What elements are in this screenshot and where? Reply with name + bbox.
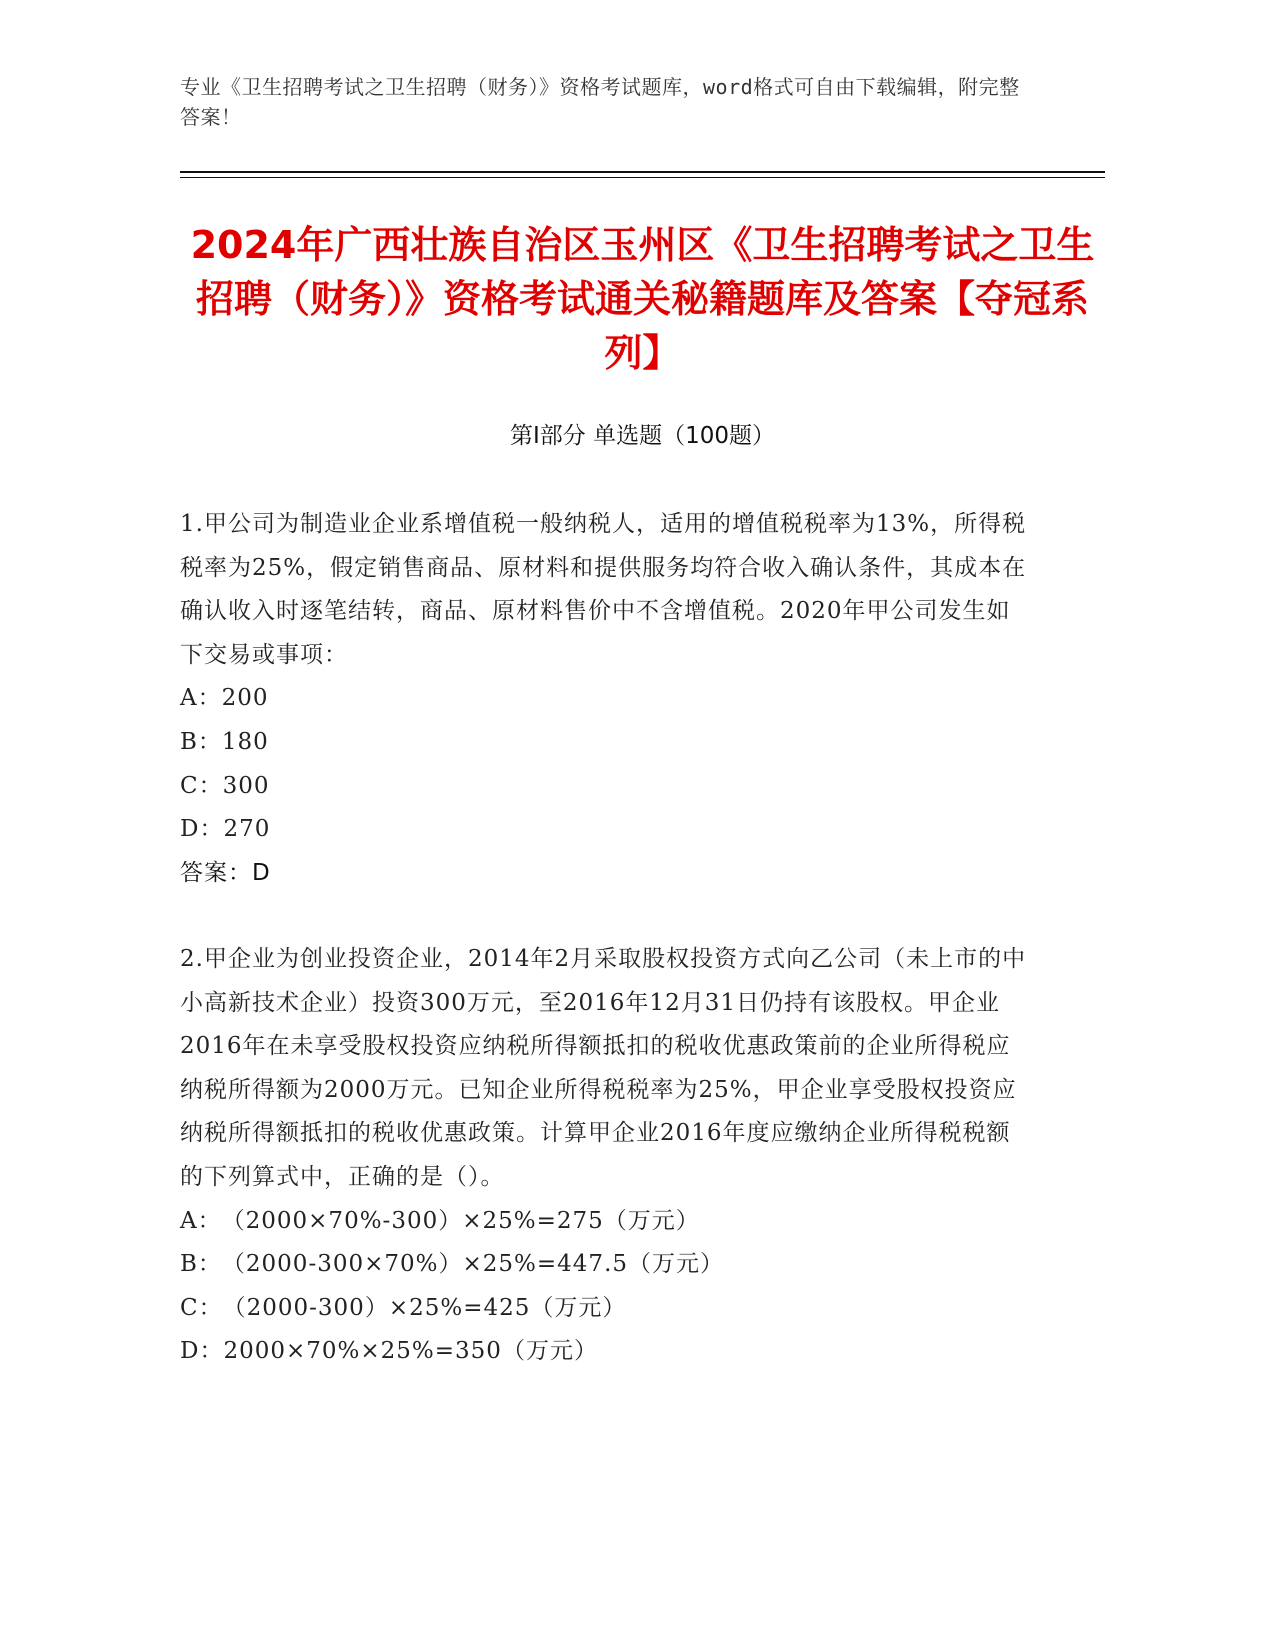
option-b <box>180 721 1030 765</box>
option-text: 300 <box>222 772 270 799</box>
option-text: （2000×70%-300）×25%=275（万元） <box>221 1207 700 1234</box>
header-note: 专业《卫生招聘考试之卫生招聘（财务）》资格考试题库，word格式可自由下载编辑，附完整答案！ <box>180 75 1020 129</box>
option-a <box>180 1200 1030 1244</box>
question-stem: 1.甲公司为制造业企业系增值税一般纳税人，适用的增值税税率为13%，所得税税率为25%，假定销售商品、原材料和提供服务均符合收入确认条件，其成本在确认收入时逐笔结转，商品、原材料售价中不含增值税。2020年甲公司发生如下交易或事项： <box>180 511 1027 668</box>
option-letter: C： <box>180 1294 223 1321</box>
option-text: 180 <box>221 728 269 755</box>
option-text: 270 <box>223 816 271 843</box>
option-c <box>180 765 1030 809</box>
option-letter: B： <box>180 728 222 755</box>
question-stem: 2.甲企业为创业投资企业，2014年2月采取股权投资方式向乙公司（未上市的中小高新技术企业）投资300万元，至2016年12月31日仍持有该股权。甲企业2016年在未享受股权投资应纳税所得额抵扣的税收优惠政策前的企业所得税应纳税所得额为2000万元。已知企业所得税税率为25%，甲企业享受股权投资应纳税所得额抵扣的税收优惠政策。计算甲企业2016年度应缴纳企业所得税税额的下列算式中，正确的是（）。 <box>180 946 1027 1190</box>
option-d <box>180 1330 1030 1374</box>
option-list <box>180 1200 1030 1374</box>
option-d <box>180 808 1030 852</box>
option-text: （2000-300×70%）×25%=447.5（万元） <box>221 1251 725 1278</box>
header-divider-thin <box>180 177 1105 178</box>
option-letter: A： <box>180 1207 222 1234</box>
option-letter: D： <box>180 1338 224 1365</box>
document-title: 2024年广西壮族自治区玉州区《卫生招聘考试之卫生招聘（财务）》资格考试通关秘籍题库及答案【夺冠系列】 <box>190 223 1095 375</box>
section-title: 第Ⅰ部分 单选题（100题） <box>510 423 775 449</box>
option-letter: D： <box>180 816 224 843</box>
option-c <box>180 1287 1030 1331</box>
option-text: 200 <box>221 685 269 712</box>
option-letter: C： <box>180 772 223 799</box>
option-a <box>180 677 1030 721</box>
answer-line: 答案：D <box>180 859 271 886</box>
option-list <box>180 677 1030 851</box>
option-text: （2000-300）×25%=425（万元） <box>222 1294 627 1321</box>
option-letter: B： <box>180 1251 222 1278</box>
option-text: 2000×70%×25%=350（万元） <box>223 1338 598 1365</box>
option-letter: A： <box>180 685 222 712</box>
option-b <box>180 1243 1030 1287</box>
question-2 <box>180 938 1030 1374</box>
header-divider-thick <box>180 171 1105 173</box>
question-1 <box>180 503 1030 895</box>
